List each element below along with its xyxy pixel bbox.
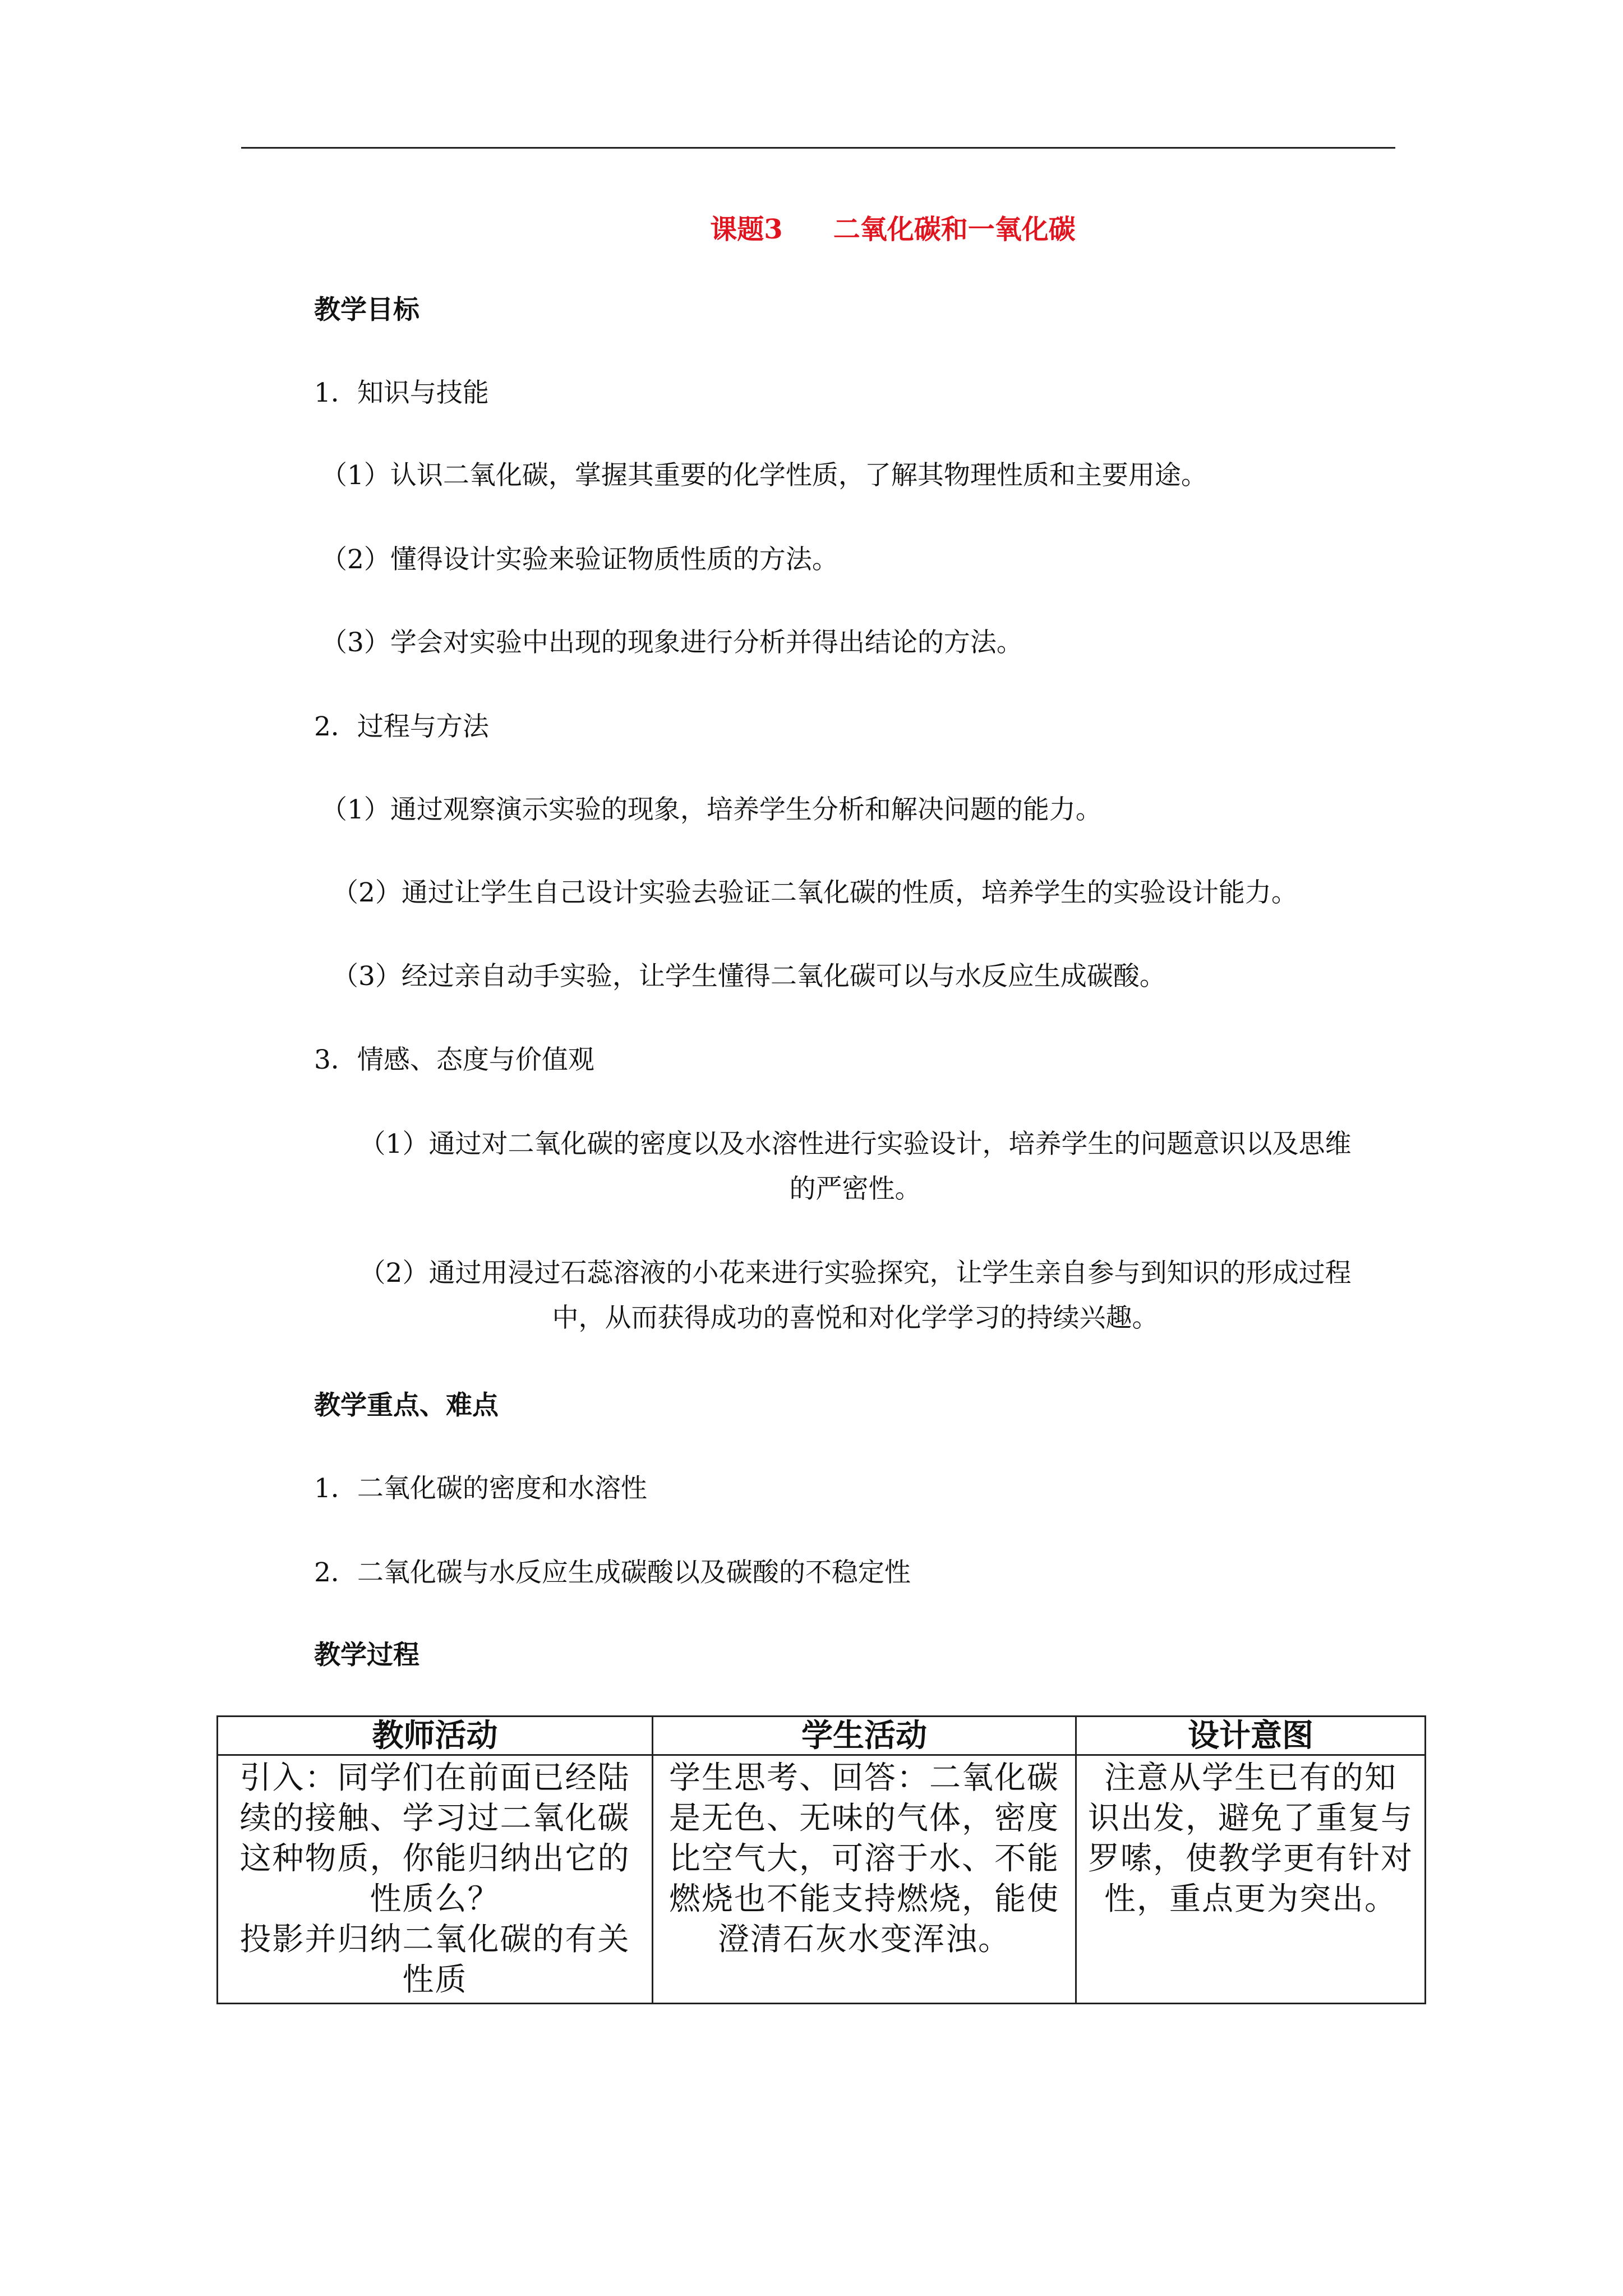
intent-line: 性，重点更为突出。	[1104, 1881, 1397, 1917]
student-line: 比空气大，可溶于水、不能	[669, 1841, 1059, 1877]
student-line: 燃烧也不能支持燃烧，能使	[669, 1881, 1059, 1917]
student-line: 是无色、无味的气体，密度	[669, 1800, 1059, 1837]
emotion-item-1	[314, 1122, 1396, 1212]
emotion-item-2	[314, 1251, 1396, 1341]
design-intent-cell	[1076, 1755, 1426, 2004]
emotion-heading: 3．情感、态度与价值观	[314, 1045, 594, 1075]
intent-line: 注意从学生已有的知	[1104, 1760, 1397, 1796]
emotion-item-2-line-1: （2）通过用浸过石蕊溶液的小花来进行实验探究，让学生亲自参与到知识的形成过程	[359, 1258, 1352, 1289]
emotion-item-1-line-2: 的严密性。	[789, 1174, 921, 1204]
header-teacher-activity: 教师活动	[218, 1717, 653, 1755]
header-design-intent: 设计意图	[1076, 1717, 1426, 1755]
teacher-line: 投影并归纳二氧化碳的有关	[239, 1921, 630, 1958]
table-header-row	[218, 1717, 1426, 1755]
key-point-2: 2．二氧化碳与水反应生成碳酸以及碳酸的不稳定性	[314, 1557, 911, 1588]
lesson-name: 二氧化碳和一氧化碳	[833, 214, 1076, 245]
process-heading: 2．过程与方法	[314, 711, 489, 742]
lesson-title	[0, 208, 1623, 246]
emotion-item-1-line-1: （1）通过对二氧化碳的密度以及水溶性进行实验设计，培养学生的问题意识以及思维	[359, 1129, 1352, 1159]
emotion-item-2-line-2: 中，从而获得成功的喜悦和对化学学习的持续兴趣。	[552, 1303, 1159, 1333]
teacher-line: 续的接触、学习过二氧化碳	[239, 1800, 630, 1837]
student-line: 澄清石灰水变浑浊。	[718, 1921, 1011, 1958]
process-item-3: （3）经过亲自动手实验，让学生懂得二氧化碳可以与水反应生成碳酸。	[332, 961, 1166, 992]
teacher-line: 性质	[402, 1962, 468, 1998]
student-activity-cell	[653, 1755, 1076, 2004]
teacher-line: 这种物质，你能归纳出它的	[239, 1841, 630, 1877]
process-section-heading: 教学过程	[314, 1640, 419, 1671]
process-item-2: （2）通过让学生自己设计实验去验证二氧化碳的性质，培养学生的实验设计能力。	[332, 877, 1298, 908]
process-item-1: （1）通过观察演示实验的现象，培养学生分析和解决问题的能力。	[321, 794, 1102, 825]
table-row	[218, 1755, 1426, 2004]
knowledge-item-1: （1）认识二氧化碳，掌握其重要的化学性质，了解其物理性质和主要用途。	[321, 460, 1207, 491]
header-student-activity: 学生活动	[653, 1717, 1076, 1755]
header-rule	[241, 147, 1395, 149]
teacher-activity-cell	[218, 1755, 653, 2004]
key-point-1: 1．二氧化碳的密度和水溶性	[314, 1473, 647, 1504]
intent-line: 识出发，避免了重复与	[1088, 1800, 1413, 1837]
teacher-line: 引入：同学们在前面已经陆	[239, 1760, 630, 1796]
knowledge-item-2: （2）懂得设计实验来验证物质性质的方法。	[321, 544, 838, 575]
knowledge-item-3: （3）学会对实验中出现的现象进行分析并得出结论的方法。	[321, 627, 1023, 658]
teaching-process-table	[216, 1715, 1426, 2004]
key-points-heading: 教学重点、难点	[314, 1390, 499, 1421]
objectives-heading: 教学目标	[314, 295, 419, 325]
knowledge-heading: 1．知识与技能	[314, 378, 489, 408]
intent-line: 罗嗦，使教学更有针对	[1088, 1841, 1413, 1877]
lesson-code: 课题3	[710, 214, 783, 245]
teacher-line: 性质么？	[370, 1881, 500, 1917]
student-line: 学生思考、回答：二氧化碳	[669, 1760, 1059, 1796]
